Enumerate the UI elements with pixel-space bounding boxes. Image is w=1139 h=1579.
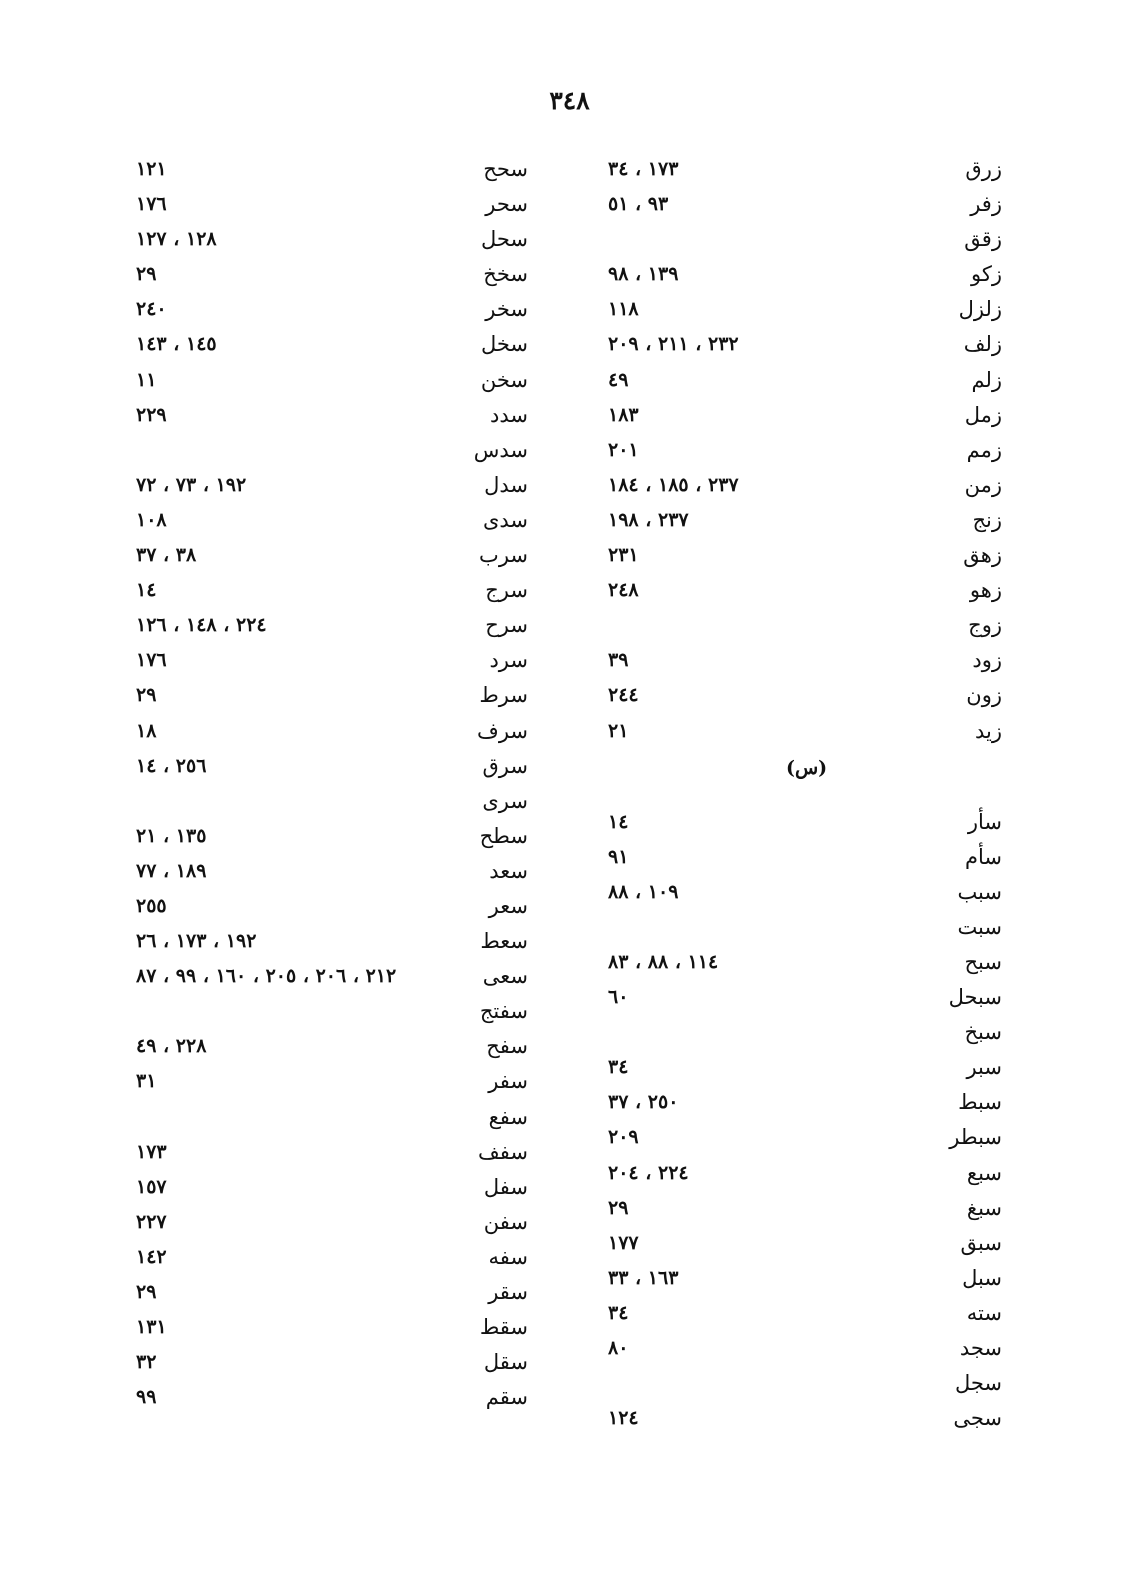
entry-page-refs: ٢٣١	[608, 544, 639, 567]
entry-page-refs: ١١٨	[608, 298, 639, 321]
index-entry	[128, 1345, 528, 1380]
entry-root: سحح	[483, 157, 528, 181]
entry-root: سبل	[962, 1265, 1002, 1290]
index-entry	[128, 1029, 528, 1064]
index-entry	[128, 678, 528, 713]
entry-page-refs: ٢٩	[608, 1196, 629, 1219]
entry-page-refs: ١٨٣	[608, 403, 639, 426]
entry-root: زلم	[971, 367, 1002, 392]
entry-page-refs: ٢٥٥	[136, 894, 167, 917]
entry-page-refs: ٤٩	[608, 368, 629, 391]
entry-page-refs: ٢٤٨	[608, 579, 639, 602]
entry-page-refs: ٣٨ ، ٣٧	[136, 544, 197, 567]
entry-root: سعط	[480, 929, 528, 954]
entry-page-refs: ١١٤ ، ٨٨ ، ٨٣	[608, 950, 719, 973]
entry-root: سرب	[479, 543, 528, 568]
index-entry	[128, 1310, 528, 1345]
entry-root: زوج	[968, 613, 1002, 638]
entry-page-refs: ١٦٣ ، ٣٣	[608, 1266, 679, 1289]
index-entry	[128, 959, 528, 994]
index-entry	[590, 1015, 1002, 1050]
entry-page-refs: ١٢٤	[608, 1407, 639, 1430]
entry-page-refs: ٢٩	[136, 263, 157, 286]
entry-root: سرح	[485, 613, 528, 638]
entry-root: سبطر	[949, 1125, 1002, 1150]
entry-root: سرف	[477, 718, 528, 743]
index-entry	[590, 1050, 1002, 1085]
entry-root: سأر	[967, 809, 1002, 834]
entry-page-refs: ١٨٩ ، ٧٧	[136, 859, 207, 882]
entry-root: سبح	[964, 949, 1002, 974]
index-entry	[128, 187, 528, 222]
entry-root: زنج	[972, 507, 1002, 532]
entry-page-refs: ٢٤٤	[608, 684, 639, 707]
index-entry	[590, 363, 1002, 398]
entry-root: سدس	[473, 437, 528, 462]
section-heading-label: (س)	[786, 756, 828, 779]
entry-page-refs: ٨٠	[608, 1337, 629, 1359]
entry-root: سبحل	[948, 985, 1002, 1010]
index-entry	[590, 292, 1002, 327]
entry-root: زيد	[974, 718, 1002, 743]
entry-root: سقم	[485, 1385, 528, 1410]
entry-root: سجى	[953, 1406, 1002, 1431]
entry-root: سبع	[966, 1160, 1002, 1185]
index-entry	[128, 608, 528, 643]
index-entry	[128, 573, 528, 608]
page-number: ٣٤٨	[549, 86, 590, 115]
entry-page-refs: ١٥٧	[136, 1175, 167, 1198]
entry-root: سأم	[965, 844, 1002, 869]
index-entry	[590, 875, 1002, 910]
entry-root: زمن	[964, 472, 1002, 497]
entry-root: سته	[966, 1300, 1002, 1325]
left-column	[128, 152, 528, 1415]
entry-root: سبب	[957, 879, 1002, 904]
index-entry	[590, 1261, 1002, 1296]
index-entry	[590, 945, 1002, 980]
entry-page-refs: ٩١	[608, 845, 629, 868]
entry-page-refs: ١٧٧	[608, 1231, 639, 1254]
entry-root: سخل	[480, 332, 528, 357]
index-entry	[590, 573, 1002, 608]
entry-page-refs: ٣٤	[608, 1056, 629, 1079]
entry-page-refs: ٢٢٩	[136, 403, 167, 426]
index-entry	[590, 538, 1002, 573]
entry-root: سعر	[488, 893, 528, 918]
index-entry	[590, 187, 1002, 222]
entry-root: زمم	[966, 437, 1002, 462]
entry-root: سقر	[488, 1280, 528, 1304]
index-entry	[128, 257, 528, 292]
index-entry	[590, 257, 1002, 292]
entry-root: سطح	[479, 823, 528, 848]
entry-page-refs: ٩٩	[136, 1386, 157, 1409]
entry-page-refs: ٢٣٧ ، ١٩٨	[608, 508, 689, 531]
index-entry	[128, 819, 528, 854]
index-entry	[128, 152, 528, 187]
index-entry	[590, 1226, 1002, 1261]
entry-list-z	[590, 152, 1002, 749]
index-entry	[590, 678, 1002, 713]
entry-root: زلزل	[958, 297, 1002, 322]
entry-root: سفتج	[479, 999, 528, 1024]
index-entry	[128, 398, 528, 433]
index-entry	[590, 433, 1002, 468]
entry-root: سفف	[478, 1139, 528, 1164]
entry-root: سبر	[966, 1055, 1002, 1080]
entry-page-refs: ٢٢٤ ، ١٤٨ ، ١٢٦	[136, 614, 267, 637]
entry-root: سقل	[483, 1350, 528, 1375]
entry-page-refs: ٢١٢ ، ٢٠٦ ، ٢٠٥ ، ١٦٠ ، ٩٩ ، ٨٧	[136, 965, 397, 988]
index-entry	[128, 1275, 528, 1310]
entry-page-refs: ١٤	[608, 810, 629, 833]
entry-root: سحر	[485, 192, 528, 217]
entry-root: سرج	[485, 578, 528, 603]
index-entry	[128, 503, 528, 538]
entry-root: سقط	[479, 1315, 528, 1340]
index-entry	[128, 433, 528, 468]
entry-page-refs: ١٣١	[136, 1316, 167, 1339]
entry-root: سبخ	[964, 1020, 1002, 1045]
entry-page-refs: ٣٩	[608, 649, 629, 672]
entry-root: سرد	[489, 648, 528, 673]
entry-page-refs: ٢٢٤ ، ٢٠٤	[608, 1161, 689, 1184]
index-entry	[128, 1064, 528, 1099]
entry-root: سفع	[488, 1104, 528, 1129]
entry-page-refs: ١٤٢	[136, 1245, 167, 1268]
entry-page-refs: ١٣٩ ، ٩٨	[608, 263, 679, 286]
entry-root: سبت	[957, 914, 1002, 939]
index-entry	[590, 1331, 1002, 1366]
index-entry	[590, 152, 1002, 187]
entry-page-refs: ١٠٩ ، ٨٨	[608, 880, 679, 903]
entry-page-refs: ١٧٣	[136, 1140, 167, 1163]
entry-root: زهق	[963, 543, 1002, 568]
entry-page-refs: ١٢٨ ، ١٢٧	[136, 228, 217, 251]
entry-page-refs: ١٣٥ ، ٢١	[136, 824, 207, 847]
entry-root: سعد	[489, 858, 528, 883]
entry-root: سحل	[480, 227, 528, 252]
entry-page-refs: ٢٠١	[608, 438, 639, 461]
entry-list-s	[590, 805, 1002, 1437]
index-entry	[128, 1170, 528, 1205]
index-entry	[128, 222, 528, 257]
entry-page-refs: ٢٢٨ ، ٤٩	[136, 1035, 207, 1058]
entry-page-refs: ٢٥٠ ، ٣٧	[608, 1091, 679, 1114]
index-entry	[128, 889, 528, 924]
entry-root: زفر	[970, 192, 1002, 217]
index-entry	[128, 292, 528, 327]
entry-page-refs: ٢٢٧	[136, 1210, 167, 1233]
index-entry	[128, 1240, 528, 1275]
entry-root: سدى	[482, 507, 528, 532]
entry-root: سرق	[482, 753, 528, 778]
index-entry	[128, 994, 528, 1029]
index-entry	[128, 714, 528, 749]
entry-root: سرى	[482, 788, 528, 813]
entry-page-refs: ٢٥٦ ، ١٤	[136, 754, 207, 777]
entry-root: سدد	[490, 402, 528, 427]
entry-root: سعى	[482, 964, 528, 989]
index-entry	[590, 1120, 1002, 1155]
entry-root: سبق	[960, 1230, 1002, 1255]
entry-page-refs: ١٤	[136, 579, 157, 602]
entry-page-refs: ١٧٣ ، ٣٤	[608, 158, 679, 180]
entry-page-refs: ١٨	[136, 719, 157, 742]
index-entry	[590, 398, 1002, 433]
entry-root: زهو	[969, 578, 1002, 603]
index-entry	[128, 363, 528, 398]
index-entry	[590, 643, 1002, 678]
entry-root: زكو	[971, 262, 1002, 287]
entry-root: زقق	[964, 227, 1002, 252]
entry-root: سخخ	[483, 262, 528, 287]
entry-page-refs: ١١	[136, 368, 157, 391]
entry-root: سرط	[479, 683, 528, 708]
index-entry	[128, 327, 528, 362]
index-entry	[128, 924, 528, 959]
entry-root: سجد	[959, 1336, 1002, 1360]
entry-root: سخر	[485, 297, 528, 322]
entry-root: سفه	[488, 1244, 528, 1269]
entry-root: زلف	[963, 332, 1002, 357]
entry-page-refs: ٢٠٩	[608, 1126, 639, 1149]
index-entry	[128, 538, 528, 573]
index-entry	[590, 1366, 1002, 1401]
entry-root: سدل	[484, 472, 528, 497]
index-entry	[590, 840, 1002, 875]
entry-page-refs: ١٩٢ ، ١٧٣ ، ٢٦	[136, 930, 257, 953]
index-entry	[590, 1085, 1002, 1120]
entry-root: سخن	[480, 367, 528, 392]
index-entry	[590, 327, 1002, 362]
index-entry	[590, 608, 1002, 643]
entry-page-refs: ٢١	[608, 719, 629, 742]
entry-page-refs: ١٠٨	[136, 508, 167, 531]
index-entry	[590, 980, 1002, 1015]
index-entry	[128, 854, 528, 889]
index-entry	[128, 1205, 528, 1240]
entry-page-refs: ٢٩	[136, 1281, 157, 1303]
entry-page-refs: ٢٩	[136, 684, 157, 707]
entry-root: زود	[972, 648, 1002, 673]
entry-page-refs: ٣١	[136, 1070, 157, 1093]
entry-root: سفح	[486, 1034, 528, 1059]
entry-page-refs: ٣٢	[136, 1351, 157, 1374]
index-entry	[128, 1380, 528, 1415]
index-entry	[590, 714, 1002, 749]
index-entry	[590, 910, 1002, 945]
entry-root: سفر	[488, 1069, 528, 1094]
index-entry	[590, 1401, 1002, 1436]
entry-root: زرق	[965, 157, 1002, 181]
entry-root: زمل	[964, 402, 1002, 427]
index-entry	[128, 784, 528, 819]
index-entry	[590, 1296, 1002, 1331]
index-entry	[590, 468, 1002, 503]
entry-list-left	[128, 152, 528, 1415]
entry-root: سجل	[954, 1371, 1002, 1396]
entry-page-refs: ١٩٢ ، ٧٣ ، ٧٢	[136, 473, 247, 496]
index-entry	[128, 643, 528, 678]
entry-page-refs: ٦٠	[608, 986, 629, 1009]
entry-page-refs: ١٧٦	[136, 649, 167, 672]
index-entry	[590, 222, 1002, 257]
entry-page-refs: ٢٤٠	[136, 298, 167, 321]
index-entry	[128, 468, 528, 503]
entry-page-refs: ٩٣ ، ٥١	[608, 193, 669, 216]
index-entry	[128, 749, 528, 784]
index-entry	[128, 1135, 528, 1170]
index-entry	[128, 1100, 528, 1135]
entry-root: سبغ	[966, 1195, 1002, 1220]
entry-page-refs: ١٤٥ ، ١٤٣	[136, 333, 217, 356]
entry-page-refs: ٢٣٢ ، ٢١١ ، ٢٠٩	[608, 333, 739, 356]
entry-page-refs: ٢٣٧ ، ١٨٥ ، ١٨٤	[608, 473, 739, 496]
index-entry	[590, 503, 1002, 538]
entry-root: سفن	[483, 1209, 528, 1234]
entry-page-refs: ١٢١	[136, 158, 167, 180]
entry-root: سبط	[958, 1090, 1002, 1115]
entry-root: سفل	[483, 1174, 528, 1199]
index-entry	[590, 805, 1002, 840]
index-entry	[590, 1191, 1002, 1226]
right-column	[590, 152, 1002, 1436]
index-entry	[590, 1156, 1002, 1191]
entry-page-refs: ١٧٦	[136, 193, 167, 216]
section-heading-sin	[590, 749, 1002, 805]
entry-root: زون	[966, 683, 1002, 708]
entry-page-refs: ٣٤	[608, 1301, 629, 1324]
